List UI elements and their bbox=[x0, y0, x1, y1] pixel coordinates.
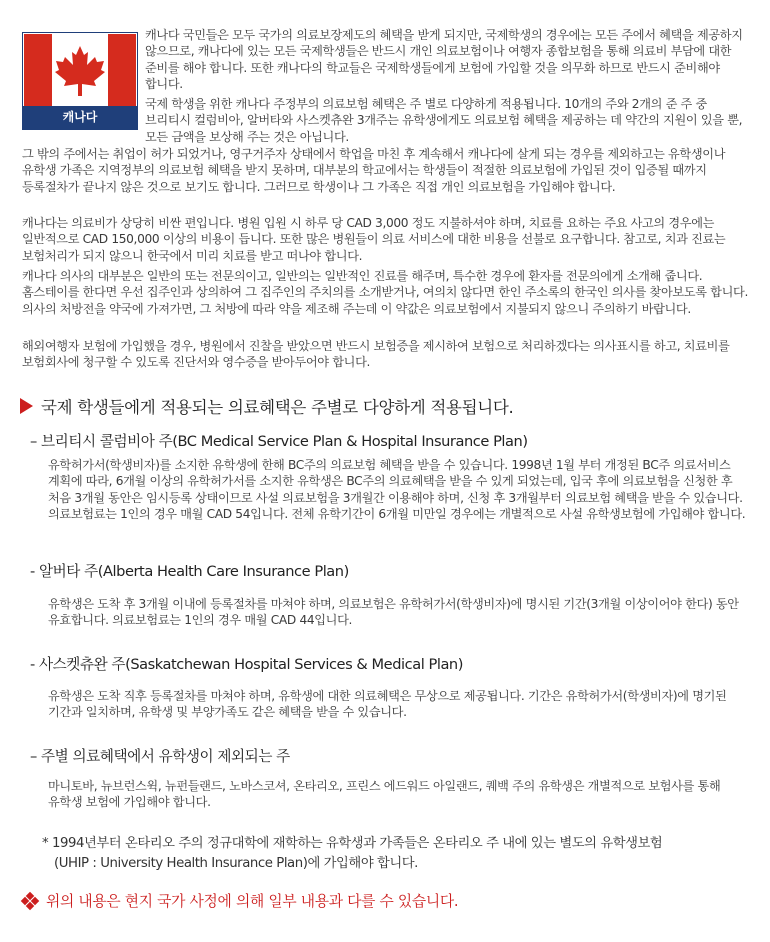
notice-text: 위의 내용은 현지 국가 사정에 의해 일부 내용과 다를 수 있습니다. bbox=[46, 893, 459, 910]
diamond-bullet-icon bbox=[22, 893, 38, 909]
intro-paragraph-2: 국제 학생을 위한 캐나다 주정부의 의료보험 혜택은 주 별로 다양하게 적용됩니다. 10개의 주와 2개의 준 주 중 브리티시 컬럼비아, 알버타와 사스켓츄완 3개주는 유학생에게도 의료보험 혜택을 제공하는 데 약간의 지원이 있을 뿐, 모든 금액을 보상해 주는 것은 아닙니다. bbox=[145, 97, 743, 144]
body-paragraph-4: 해외여행자 보험에 가입했을 경우, 병원에서 진찰을 받았으면 반드시 보험증을 제시하여 보험으로 처리하겠다는 의사표시를 하고, 치료비를 보험회사에 청구할 수 있도록 진단서와 영수증을 받아두어야 합니다. bbox=[22, 339, 730, 370]
body-paragraph-1: 그 밖의 주에서는 취업이 허가 되었거나, 영구거주자 상태에서 학업을 마친 후 계속해서 캐나다에 살게 되는 경우를 제외하고는 유학생이나 유학생 가족은 지역정부의 의료보험 혜택을 받지 못하며, 대부분의 학교에서는 학생들이 적절한 의료보험에 가입된 것이 입증될 때까지 등록절차가 끝나지 않은 것으로 보기도 합니다. 그러므로 학생이나 그 가족은 직접 개인 의료보험을 가입해야 합니다. bbox=[22, 147, 726, 194]
subsection-body-excluded: 마니토바, 뉴브런스윅, 뉴펀들랜드, 노바스코셔, 온타리오, 프린스 에드워드 아일랜드, 퀘백 주의 유학생은 개별적으로 보험사를 통해 유학생 보험에 가입해야 합니다. bbox=[48, 779, 721, 810]
body-paragraph-2: 캐나다는 의료비가 상당히 비싼 편입니다. 병원 입원 시 하루 당 CAD 3,000 정도 지불하셔야 하며, 치료를 요하는 주요 사고의 경우에는 일반적으로 CAD 150,000 이상의 비용이 듭니다. 또한 많은 병원들이 의료 서비스에 대한 비용을 선불로 요구합니다. 참고로, 치과 진료는 보험처리가 되지 않으니 한국에서 미리 치료를 받고 떠나야 합니다. bbox=[22, 216, 726, 263]
subsection-title-alberta: - 알버타 주(Alberta Health Care Insurance Plan) bbox=[30, 563, 349, 580]
subsection-body-alberta: 유학생은 도착 후 3개월 이내에 등록절차를 마쳐야 하며, 의료보험은 유학허가서(학생비자)에 명시된 기간(3개월 이상이어야 한다) 동안 유효합니다. 의료보험료는 1인의 경우 매월 CAD 44입니다. bbox=[48, 597, 739, 628]
footnote-line-1: * 1994년부터 온타리오 주의 정규대학에 재학하는 유학생과 가족들은 온타리오 주 내에 있는 별도의 유학생보험 bbox=[42, 836, 663, 851]
section-heading-text: 국제 학생들에게 적용되는 의료혜택은 주별로 다양하게 적용됩니다. bbox=[41, 398, 514, 417]
subsection-body-saskatchewan: 유학생은 도착 직후 등록절차를 마쳐야 하며, 유학생에 대한 의료혜택은 무상으로 제공됩니다. 기간은 유학허가서(학생비자)에 명기된 기간과 일치하며, 유학생 및 부양가족도 같은 혜택을 받을 수 있습니다. bbox=[48, 689, 727, 720]
body-paragraph-3: 캐나다 의사의 대부분은 일반의 또는 전문의이고, 일반의는 일반적인 진료를 해주며, 특수한 경우에 환자를 전문의에게 소개해 줍니다. 홈스테이를 한다면 우선 집주인과 상의하여 그 집주인의 주치의를 소개받거나, 여의치 않다면 한인 주소록의 한국인 의사를 찾아보도록 합니다. 의사의 처방전을 약국에 가져가면, 그 처방에 따라 약을 제조해 주는데 이 약값은 의료보험에서 지불되지 않으니 주의하기 바랍니다. bbox=[22, 269, 748, 316]
footnote bbox=[42, 834, 757, 874]
canada-flag-icon bbox=[24, 34, 136, 106]
subsection-title-excluded: – 주별 의료혜택에서 유학생이 제외되는 주 bbox=[30, 748, 290, 765]
flag-caption: 캐나다 bbox=[23, 106, 137, 129]
footnote-line-2: (UHIP : University Health Insurance Plan)에 가입해야 합니다. bbox=[54, 856, 418, 871]
canada-flag-box bbox=[22, 32, 138, 130]
notice bbox=[22, 890, 757, 911]
triangle-bullet-icon bbox=[20, 398, 33, 414]
subsection-body-bc: 유학허가서(학생비자)를 소지한 유학생에 한해 BC주의 의료보험 혜택을 받을 수 있습니다. 1998년 1월 부터 개정된 BC주 의료서비스 계획에 따라, 6개월 이상의 유학허가서를 소지한 유학생은 BC주의 의료혜택을 받을 수 있게 되었는데, 입국 후에 의료보험을 신청한 후 처음 3개월 동안은 임시등록 상태이므로 사설 의료보험을 3개월간 이용해야 하며, 신청 후 3개월부터 의료보험 혜택을 받을 수 있습니다. 의료보험료는 1인의 경우 매월 CAD 54입니다. 전체 유학기간이 6개월 미만일 경우에는 개별적으로 사설 유학생보험에 가입해야 합니다. bbox=[48, 458, 746, 522]
intro-paragraph-1: 캐나다 국민들은 모두 국가의 의료보장제도의 혜택을 받게 되지만, 국제학생의 경우에는 모든 주에서 혜택을 제공하지 않으므로, 캐나다에 있는 모든 국제학생들은 반드시 개인 의료보험이나 여행자 종합보험을 통해 의료비 부담에 대한 준비를 해야 합니다. 또한 캐나다의 학교들은 국제학생들에게 보험에 가입할 것을 의무화 하므로 반드시 준비해야 합니다. bbox=[145, 28, 743, 92]
subsection-title-bc: – 브리티시 콜럼비아 주(BC Medical Service Plan & Hospital Insurance Plan) bbox=[30, 433, 528, 450]
section-heading bbox=[20, 394, 755, 418]
subsection-title-saskatchewan: - 사스켓츄완 주(Saskatchewan Hospital Services & Medical Plan) bbox=[30, 656, 463, 673]
